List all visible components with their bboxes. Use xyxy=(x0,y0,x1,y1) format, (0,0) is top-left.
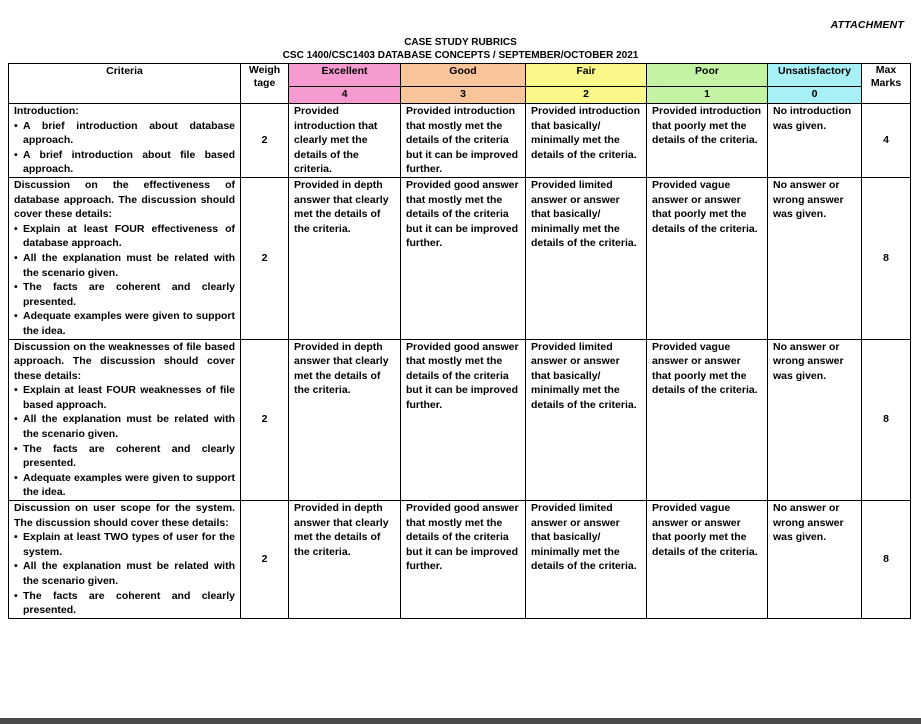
level-score-fair: 2 xyxy=(526,87,647,104)
excellent-desc: Provided in depth answer that clearly met the details of the criteria. xyxy=(289,501,401,619)
poor-desc: Provided vague answer or answer that poorly met the details of the criteria. xyxy=(647,177,768,339)
criteria-bullet: • The facts are coherent and clearly presented. xyxy=(14,280,235,309)
good-desc: Provided good answer that mostly met the details of the criteria but it can be improved further. xyxy=(401,339,526,501)
criteria-bullet: • Explain at least FOUR weaknesses of file based approach. xyxy=(14,383,235,412)
rubric-row-user-scope xyxy=(9,501,911,619)
level-header-poor: Poor xyxy=(647,64,768,87)
poor-desc: Provided vague answer or answer that poorly met the details of the criteria. xyxy=(647,339,768,501)
criteria-header: Criteria xyxy=(9,64,241,104)
level-header-fair: Fair xyxy=(526,64,647,87)
poor-desc: Provided vague answer or answer that poorly met the details of the criteria. xyxy=(647,501,768,619)
viewer-bottom-bar xyxy=(0,718,921,724)
max-marks-cell: 8 xyxy=(862,177,911,339)
header-row-levels xyxy=(9,64,911,87)
max-marks-header: Max Marks xyxy=(862,64,911,104)
criteria-cell xyxy=(9,177,241,339)
criteria-bullet: • Adequate examples were given to support the idea. xyxy=(14,309,235,338)
good-desc: Provided introduction that mostly met the details of the criteria but it can be improved further. xyxy=(401,104,526,178)
criteria-bullet: • All the explanation must be related with the scenario given. xyxy=(14,251,235,280)
rubric-row-effectiveness xyxy=(9,177,911,339)
excellent-desc: Provided in depth answer that clearly met the details of the criteria. xyxy=(289,339,401,501)
criteria-cell xyxy=(9,501,241,619)
good-desc: Provided good answer that mostly met the details of the criteria but it can be improved further. xyxy=(401,177,526,339)
max-marks-cell: 8 xyxy=(862,339,911,501)
level-header-excellent: Excellent xyxy=(289,64,401,87)
criteria-bullets xyxy=(14,222,235,339)
fair-desc: Provided introduction that basically/ minimally met the details of the criteria. xyxy=(526,104,647,178)
good-desc: Provided good answer that mostly met the details of the criteria but it can be improved further. xyxy=(401,501,526,619)
attachment-label: ATTACHMENT xyxy=(830,19,904,31)
criteria-bullets xyxy=(14,530,235,618)
criteria-bullet: • All the explanation must be related with the scenario given. xyxy=(14,412,235,441)
max-marks-cell: 8 xyxy=(862,501,911,619)
criteria-bullet: • The facts are coherent and clearly presented. xyxy=(14,442,235,471)
criteria-bullet: • Explain at least FOUR effectiveness of database approach. xyxy=(14,222,235,251)
criteria-cell xyxy=(9,339,241,501)
unsatisfactory-desc: No introduction was given. xyxy=(768,104,862,178)
weightage-cell: 2 xyxy=(241,339,289,501)
excellent-desc: Provided in depth answer that clearly met the details of the criteria. xyxy=(289,177,401,339)
max-marks-cell: 4 xyxy=(862,104,911,178)
criteria-bullet: • The facts are coherent and clearly presented. xyxy=(14,589,235,618)
unsatisfactory-desc: No answer or wrong answer was given. xyxy=(768,501,862,619)
excellent-desc: Provided introduction that clearly met the details of the criteria. xyxy=(289,104,401,178)
unsatisfactory-desc: No answer or wrong answer was given. xyxy=(768,177,862,339)
criteria-intro: Discussion on user scope for the system. The discussion should cover these details: xyxy=(14,502,235,529)
level-score-poor: 1 xyxy=(647,87,768,104)
level-score-good: 3 xyxy=(401,87,526,104)
level-score-excellent: 4 xyxy=(289,87,401,104)
level-score-unsatisfactory: 0 xyxy=(768,87,862,104)
criteria-bullet: • Explain at least TWO types of user for the system. xyxy=(14,530,235,559)
rubric-row-introduction xyxy=(9,104,911,178)
criteria-cell xyxy=(9,104,241,178)
criteria-intro: Discussion on the effectiveness of database approach. The discussion should cover these details: xyxy=(14,178,235,221)
weightage-cell: 2 xyxy=(241,104,289,178)
criteria-bullet: • All the explanation must be related with the scenario given. xyxy=(14,559,235,588)
criteria-intro: Discussion on the weaknesses of file based approach. The discussion should cover these details: xyxy=(14,340,235,382)
criteria-bullet: • A brief introduction about file based approach. xyxy=(14,148,235,177)
fair-desc: Provided limited answer or answer that basically/ minimally met the details of the criteria. xyxy=(526,501,647,619)
level-header-unsatisfactory: Unsatisfactory xyxy=(768,64,862,87)
rubric-row-weaknesses xyxy=(9,339,911,501)
criteria-bullet: • A brief introduction about database approach. xyxy=(14,119,235,148)
fair-desc: Provided limited answer or answer that basically/ minimally met the details of the criteria. xyxy=(526,177,647,339)
criteria-bullets xyxy=(14,383,235,500)
unsatisfactory-desc: No answer or wrong answer was given. xyxy=(768,339,862,501)
poor-desc: Provided introduction that poorly met the details of the criteria. xyxy=(647,104,768,178)
fair-desc: Provided limited answer or answer that basically/ minimally met the details of the criteria. xyxy=(526,339,647,501)
rubric-table xyxy=(8,63,911,619)
document-subtitle: CSC 1400/CSC1403 DATABASE CONCEPTS / SEPTEMBER/OCTOBER 2021 xyxy=(282,50,639,61)
document-title: CASE STUDY RUBRICS xyxy=(404,37,517,48)
level-header-good: Good xyxy=(401,64,526,87)
criteria-bullets xyxy=(14,119,235,177)
criteria-bullet: • Adequate examples were given to support the idea. xyxy=(14,471,235,500)
criteria-intro: Introduction: xyxy=(14,105,79,117)
weightage-cell: 2 xyxy=(241,177,289,339)
weightage-header: Weigh tage xyxy=(241,64,289,104)
weightage-cell: 2 xyxy=(241,501,289,619)
